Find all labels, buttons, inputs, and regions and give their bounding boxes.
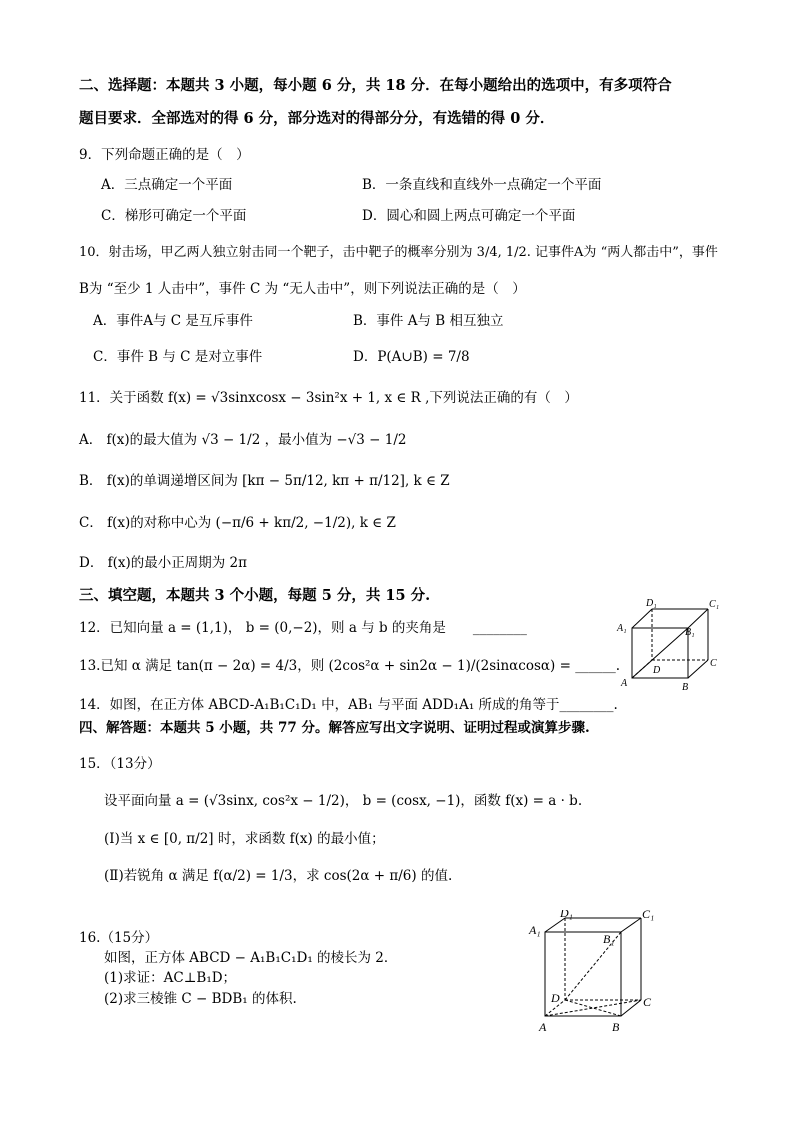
section4-heading: 四、解答题：本题共 5 小题，共 77 分。解答应写出文字说明、证明过程或演算步骤.: [79, 720, 590, 736]
q9-option-b: B．一条直线和直线外一点确定一个平面: [362, 177, 602, 193]
cube1-edge-bc: [688, 660, 708, 678]
cube1-edge-b1c1: [688, 609, 708, 628]
q15-part1: (Ⅰ)当 x ∈ [0, π/2] 时，求函数 f(x) 的最小值；: [104, 831, 385, 847]
q16-number: 16.（15分）: [79, 930, 159, 946]
q10-option-d: D．P(A∪B) = 7/8: [353, 349, 470, 365]
q10-option-c: C．事件 B 与 C 是对立事件: [93, 349, 263, 365]
q9-option-d: D．圆心和圆上两点可确定一个平面: [362, 208, 576, 224]
q11-option-d: D． f(x)的最小正周期为 2π: [79, 555, 248, 571]
q10-option-a: A．事件A与 C 是互斥事件: [93, 313, 253, 329]
q11-option-b: B． f(x)的单调递增区间为 [kπ − 5π/12, kπ + π/12], k ∈ Z: [79, 473, 450, 489]
cube1-label-c: C: [710, 658, 717, 669]
q9-stem: 9．下列命题正确的是（ ）: [79, 147, 250, 163]
cube1-label-a1: A₁: [617, 623, 627, 634]
cube2-edge-a1d1: [545, 918, 565, 932]
cube-figure-q14: [612, 594, 727, 696]
cube2-label-c1: C₁: [642, 910, 655, 921]
q16-part1: (1)求证：AC⊥B₁D；: [104, 970, 237, 986]
cube1-label-b: B: [682, 682, 689, 693]
section3-heading: 三、填空题，本题共 3 个小题，每题 5 分，共 15 分.: [79, 587, 431, 604]
q10-stem-line1: 10．射击场，甲乙两人独立射击同一个靶子，击中靶子的概率分别为 3/4, 1/2. 记事件A为 “两人都击中”，事件: [79, 245, 718, 260]
cube2-label-a1: A₁: [529, 923, 541, 937]
q13-text: 13.已知 α 满足 tan(π − 2α) = 4/3，则 (2cos²α + sin2α − 1)/(2sinαcosα) = ______.: [79, 658, 620, 674]
q12-text: 12．已知向量 a = (1,1)， b = (0,−2)，则 a 与 b 的夹角是 ________: [79, 620, 527, 636]
cube-figure-q16: [523, 910, 663, 1036]
q11-option-a: A． f(x)的最大值为 √3 − 1/2 ，最小值为 −√3 − 1/2: [79, 432, 407, 448]
cube1-label-d: D: [653, 665, 661, 676]
cube1-label-c1: C₁: [709, 599, 720, 610]
q15-part2: (Ⅱ)若锐角 α 满足 f(α/2) = 1/3，求 cos(2α + π/6) 的值.: [104, 868, 453, 884]
cube1-label-b1: B₁: [685, 627, 695, 638]
q9-option-c: C．梯形可确定一个平面: [101, 208, 247, 224]
cube2-label-d: D: [551, 991, 560, 1005]
section2-heading-line2: 题目要求．全部选对的得 6 分，部分选对的得部分分，有选错的得 0 分．: [79, 110, 555, 127]
cube1-label-d1: D₁: [646, 598, 657, 609]
q15-line1: 设平面向量 a = (√3sinx, cos²x − 1/2)， b = (cosx, −1)，函数 f(x) = a · b.: [104, 793, 583, 809]
cube2-label-a: A: [539, 1020, 547, 1034]
cube1-edge-a1d1: [632, 609, 652, 628]
cube1-label-a: A: [621, 678, 628, 689]
q9-option-a: A．三点确定一个平面: [101, 177, 233, 193]
section2-heading-line1: 二、选择题：本题共 3 小题，每小题 6 分，共 18 分．在每小题给出的选项中，有多项符合: [79, 77, 672, 94]
cube2-hidden-db: [565, 1000, 621, 1016]
q11-option-c: C． f(x)的对称中心为 (−π/6 + kπ/2, −1/2), k ∈ Z: [79, 515, 396, 531]
q16-part2: (2)求三棱锥 C − BDB₁ 的体积.: [104, 991, 297, 1007]
cube2-label-b: B: [612, 1020, 620, 1034]
cube2-label-b1: B₁: [603, 932, 615, 946]
cube2-label-c: C: [643, 995, 652, 1009]
q14-text: 14．如图，在正方体 ABCD-A₁B₁C₁D₁ 中，AB₁ 与平面 ADD₁A₁ 所成的角等于________.: [79, 697, 618, 713]
q16-line1: 如图，正方体 ABCD − A₁B₁C₁D₁ 的棱长为 2．: [104, 950, 398, 966]
cube2-label-d1: D₁: [560, 910, 573, 920]
q15-number: 15．（13分）: [79, 756, 161, 772]
q11-stem: 11．关于函数 f(x) = √3sinxcosx − 3sin²x + 1, x ∈ R ,下列说法正确的有（ ）: [79, 390, 578, 406]
q10-option-b: B．事件 A与 B 相互独立: [353, 313, 504, 329]
cube2-edge-b1c1: [621, 918, 641, 932]
q10-stem-line2: B为 “至少 1 人击中”，事件 C 为 “无人击中”，则下列说法正确的是（ ）: [79, 281, 526, 297]
